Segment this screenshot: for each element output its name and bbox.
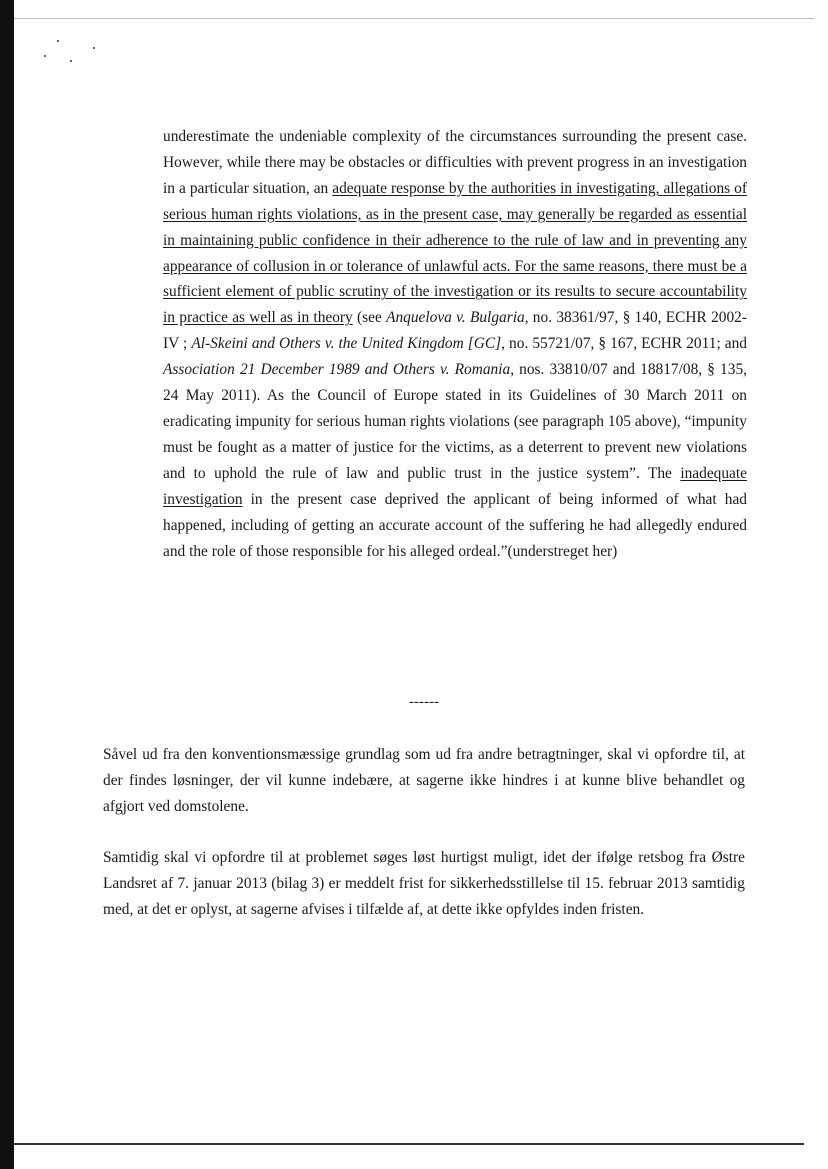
scan-speck xyxy=(70,60,72,62)
scan-speck xyxy=(93,47,95,49)
quote-text: underestimate the undeniable complexity of the circumstances surrounding the present case. However, while there may be obstacles or difficulties with prevent progress in an investigation in a particular situation, an xyxy=(163,128,747,197)
case-citation: Al-Skeini and Others v. the United Kingdom [GC] xyxy=(191,335,502,353)
scan-speck xyxy=(57,40,59,42)
quote-text: , no. 38361/97, § 140, ECHR 2002-IV ; xyxy=(163,309,747,353)
scan-left-edge xyxy=(0,0,14,1169)
quoted-judgment-excerpt xyxy=(163,124,747,564)
body-paragraph: Samtidig skal vi opfordre til at problemet søges løst hurtigst muligt, idet der ifølge retsbog fra Østre Landsret af 7. januar 2013 (bilag 3) er meddelt frist for sikkerhedsstillelse til 15. februar 2013 samtidig med, at det er oplyst, at sagerne afvises i tilfælde af, at dette ikke opfyldes inden fristen. xyxy=(103,849,745,918)
quote-text: in the present case deprived the applicant of being informed of what had happened, including of getting an accurate account of the suffering he had allegedly endured and the role of those responsible for his alleged ordeal.”(understreget her) xyxy=(163,490,747,560)
quote-text: , no. 55721/07, § 167, ECHR 2011; and xyxy=(501,335,747,353)
quote-underlined-passage: adequate response by the authorities in investigating, allegations of serious human rights violations, as in the present case, may generally be regarded as essential in maintaining public confidence in their adherence to the rule of law and in preventing any appearance of collusion in or tolerance of unlawful acts. For the same reasons, there must be a sufficient element of public scrutiny of the investigation or its results to secure accountability in practice as well as in theory xyxy=(163,179,747,327)
quote-text: (see xyxy=(352,309,387,327)
case-citation: Association 21 December 1989 and Others v. Romania xyxy=(163,361,511,379)
quote-text: , nos. 33810/07 and 18817/08, § 135, 24 May 2011). As the Council of Europe stated in its Guidelines of 30 March 2011 on eradicating impunity for serious human rights violations (see paragraph 105 above), “impunity must be fought as a matter of justice for the victims, as a deterrent to prevent new violations and to uphold the rule of law and public trust in the justice system”. The xyxy=(163,361,747,482)
case-citation: Anquelova v. Bulgaria xyxy=(386,309,525,327)
scan-bottom-edge xyxy=(14,1143,804,1145)
quote-underlined-passage: inadequate investigation xyxy=(163,464,747,508)
scan-top-edge xyxy=(14,18,814,19)
scan-speck xyxy=(44,55,46,57)
section-separator: ------ xyxy=(409,694,439,710)
body-paragraph: Såvel ud fra den konventionsmæssige grundlag som ud fra andre betragtninger, skal vi opfordre til, at der findes løsninger, der vil kunne indebære, at sagerne ikke hindres i at kunne blive behandlet og afgjort ved domstolene. xyxy=(103,746,745,815)
